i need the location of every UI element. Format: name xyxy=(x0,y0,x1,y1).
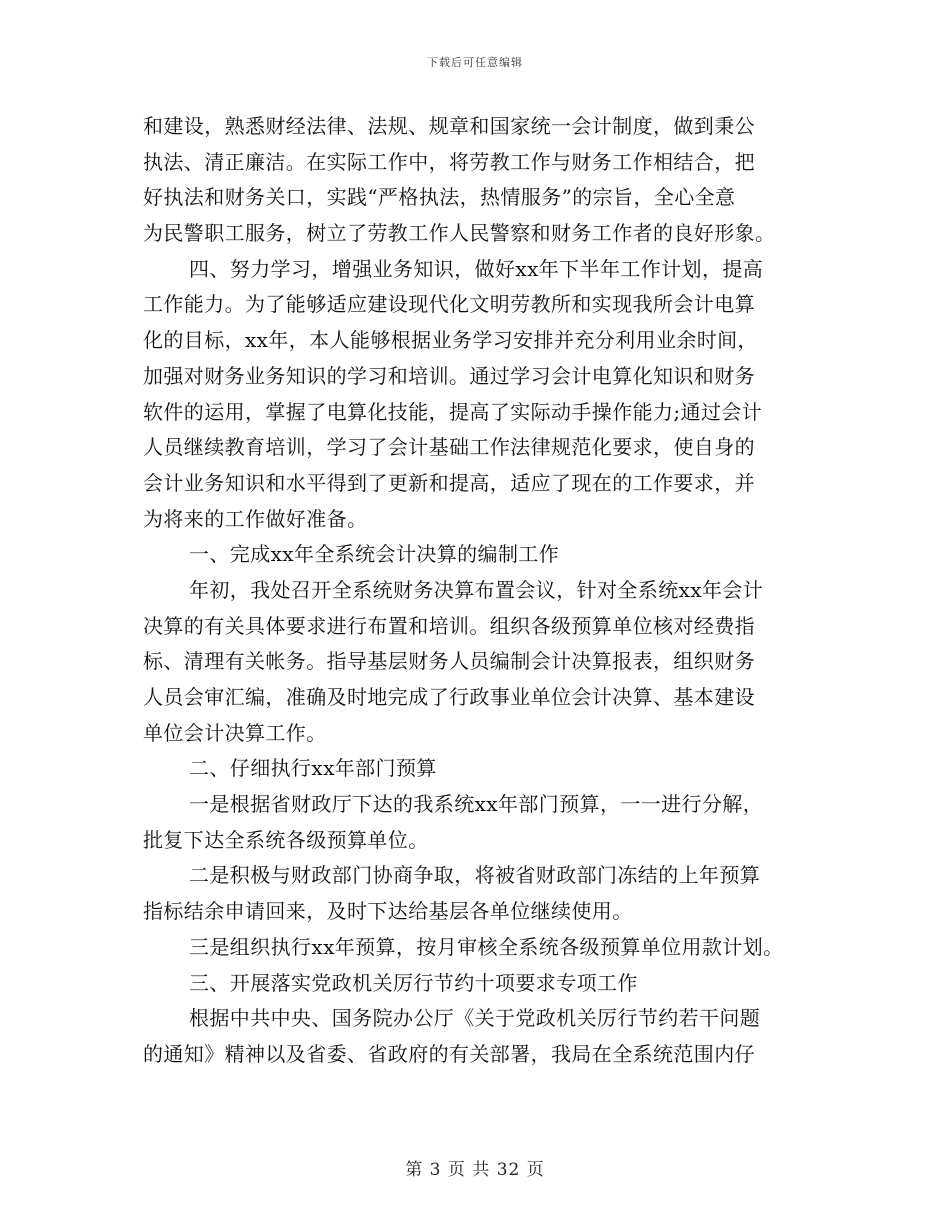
text-line: 决算的有关具体要求进行布置和培训。组织各级预算单位核对经费指 xyxy=(143,613,755,638)
text-line: 会计业务知识和水平得到了更新和提高，适应了现在的工作要求，并 xyxy=(143,470,755,495)
text-line: 化的目标，xx年，本人能够根据业务学习安排并充分利用业余时间， xyxy=(143,328,758,353)
paragraph-start: 三是组织执行xx年预算，按月审核全系统各级预算单位用款计划。 xyxy=(189,934,784,959)
text-line: 人员继续教育培训，学习了会计基础工作法律规范化要求，使自身的 xyxy=(143,435,755,460)
text-line: 批复下达全系统各级预算单位。 xyxy=(143,827,429,852)
text-line: 加强对财务业务知识的学习和培训。通过学习会计电算化知识和财务 xyxy=(143,363,755,388)
section-heading: 二、仔细执行xx年部门预算 xyxy=(189,756,437,781)
paragraph-start: 年初，我处召开全系统财务决算布置会议，针对全系统xx年会计 xyxy=(189,577,764,602)
paragraph-start: 根据中共中央、国务院办公厅《关于党政机关厉行节约若干问题 xyxy=(189,1006,761,1031)
section-heading: 一、完成xx年全系统会计决算的编制工作 xyxy=(189,542,560,567)
document-body xyxy=(143,109,823,1073)
section-heading: 三、开展落实党政机关厉行节约十项要求专项工作 xyxy=(189,970,638,995)
page-header-note: 下载后可任意编辑 xyxy=(427,56,523,69)
section-heading: 四、努力学习，增强业务知识，做好xx年下半年工作计划，提高 xyxy=(189,256,764,281)
text-line: 好执法和财务关口，实践“严格执法，热情服务”的宗旨，全心全意 xyxy=(143,185,736,210)
paragraph-start: 一是根据省财政厅下达的我系统xx年部门预算，一一进行分解， xyxy=(189,792,764,817)
text-line: 标、清理有关帐务。指导基层财务人员编制会计决算报表，组织财务 xyxy=(143,649,755,674)
text-line: 为将来的工作做好准备。 xyxy=(143,506,368,531)
text-line: 为民警职工服务，树立了劳教工作人民警察和财务工作者的良好形象。 xyxy=(143,221,776,246)
paragraph-start: 二是积极与财政部门协商争取，将被省财政部门冻结的上年预算 xyxy=(189,863,761,888)
text-line: 人员会审汇编，准确及时地完成了行政事业单位会计决算、基本建设 xyxy=(143,685,755,709)
text-line: 的通知》精神以及省委、省政府的有关部署，我局在全系统范围内仔 xyxy=(143,1041,755,1066)
page-number-footer: 第 3 页 共 32 页 xyxy=(405,1160,545,1180)
text-line: 和建设，熟悉财经法律、法规、规章和国家统一会计制度，做到秉公 xyxy=(143,114,755,138)
text-line: 软件的运用，掌握了电算化技能，提高了实际动手操作能力;通过会计 xyxy=(143,399,763,424)
text-line: 工作能力。为了能够适应建设现代化文明劳教所和实现我所会计电算 xyxy=(143,292,755,317)
text-line: 单位会计决算工作。 xyxy=(143,720,327,745)
text-line: 执法、清正廉洁。在实际工作中，将劳教工作与财务工作相结合，把 xyxy=(143,149,755,174)
text-line: 指标结余申请回来，及时下达给基层各单位继续使用。 xyxy=(143,899,633,924)
